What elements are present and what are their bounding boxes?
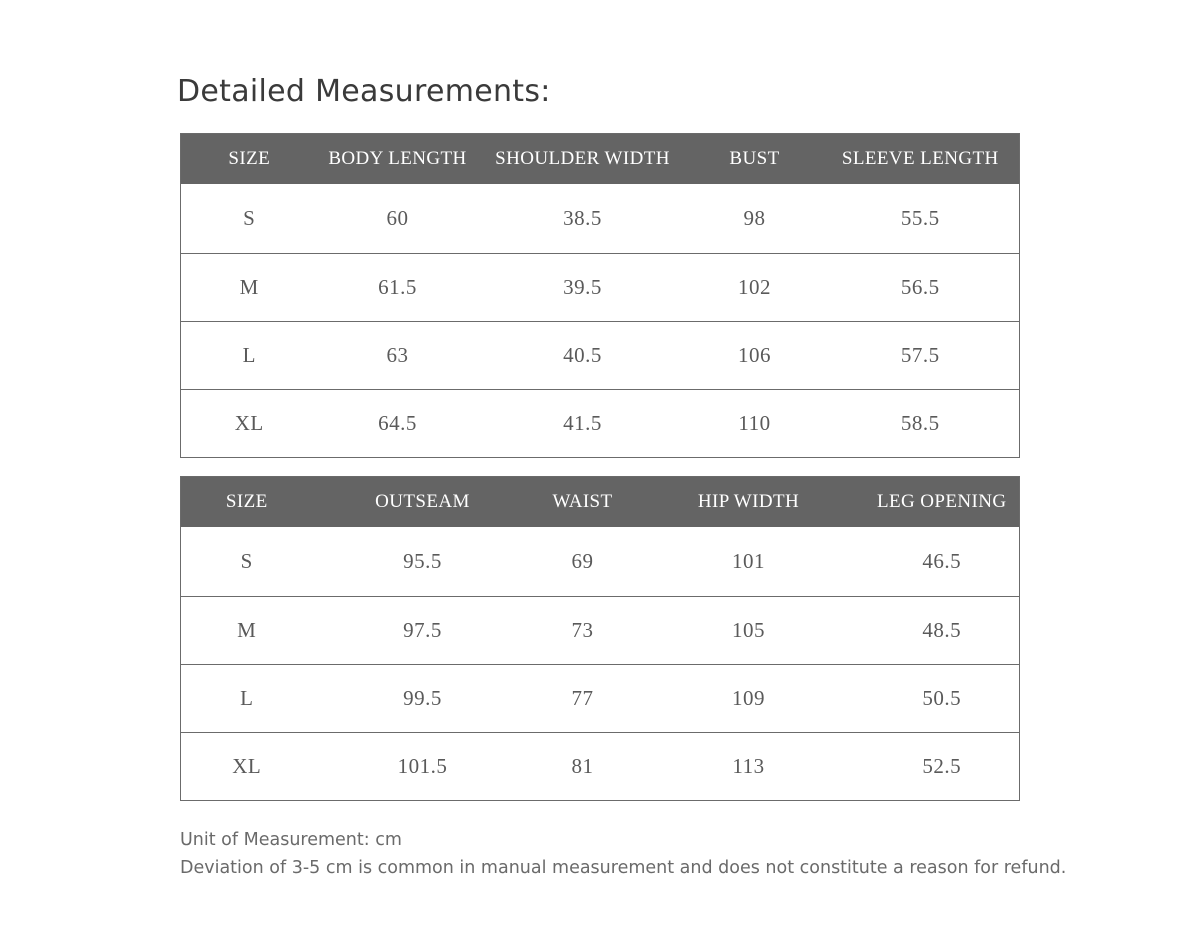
deviation-note: Deviation of 3-5 cm is common in manual measurement and does not constitute a reason for refund. — [180, 858, 1067, 878]
bottom-measurement-table — [180, 476, 1020, 801]
sleeve-length-cell: 55.5 — [900, 205, 940, 230]
table-row — [181, 322, 1020, 390]
body-length-cell: 63 — [318, 322, 478, 390]
shoulder-width-cell: 39.5 — [478, 254, 688, 322]
page-title: Detailed Measurements: — [177, 74, 551, 109]
outseam-cell: 99.5 — [313, 665, 533, 733]
header-size: SIZE — [228, 147, 271, 169]
leg-opening-cell: 46.5 — [922, 548, 962, 573]
hip-width-cell: 113 — [633, 733, 865, 801]
measurement-notes — [180, 826, 1066, 882]
waist-cell: 81 — [533, 733, 633, 801]
body-length-cell: 64.5 — [318, 390, 478, 458]
size-cell: XL — [181, 390, 318, 458]
bust-cell: 102 — [688, 254, 822, 322]
header-bust: BUST — [729, 147, 780, 169]
sleeve-length-cell: 58.5 — [822, 390, 1020, 458]
header-body-length: BODY LENGTH — [328, 147, 467, 169]
header-hip-width: HIP WIDTH — [697, 490, 800, 512]
size-cell: M — [181, 597, 313, 665]
leg-opening-cell: 48.5 — [865, 597, 1020, 665]
size-cell: S — [240, 548, 253, 573]
bust-cell: 110 — [688, 390, 822, 458]
table-row — [181, 597, 1020, 665]
top-measurement-table — [180, 133, 1020, 458]
hip-width-cell: 101 — [732, 548, 765, 573]
header-outseam: OUTSEAM — [375, 490, 470, 512]
shoulder-width-cell: 40.5 — [478, 322, 688, 390]
table-row — [181, 254, 1020, 322]
size-cell: L — [181, 322, 318, 390]
waist-cell: 73 — [533, 597, 633, 665]
size-cell: M — [181, 254, 318, 322]
header-sleeve-length: SLEEVE LENGTH — [841, 147, 999, 169]
size-cell: S — [243, 205, 256, 230]
header-leg-opening: LEG OPENING — [877, 490, 1007, 512]
leg-opening-cell: 52.5 — [865, 733, 1020, 801]
shoulder-width-cell: 38.5 — [563, 205, 602, 230]
table-row — [181, 665, 1020, 733]
table-row — [181, 733, 1020, 801]
outseam-cell: 101.5 — [313, 733, 533, 801]
outseam-cell: 97.5 — [313, 597, 533, 665]
sleeve-length-cell: 56.5 — [822, 254, 1020, 322]
body-length-cell: 61.5 — [318, 254, 478, 322]
header-waist: WAIST — [552, 490, 613, 512]
bust-cell: 98 — [743, 205, 766, 230]
header-shoulder-width: SHOULDER WIDTH — [495, 147, 670, 169]
shoulder-width-cell: 41.5 — [478, 390, 688, 458]
leg-opening-cell: 50.5 — [865, 665, 1020, 733]
hip-width-cell: 105 — [633, 597, 865, 665]
hip-width-cell: 109 — [633, 665, 865, 733]
outseam-cell: 95.5 — [403, 548, 442, 573]
body-length-cell: 60 — [386, 205, 409, 230]
table-row — [181, 390, 1020, 458]
waist-cell: 77 — [533, 665, 633, 733]
header-size: SIZE — [225, 490, 268, 512]
waist-cell: 69 — [571, 548, 594, 573]
size-cell: L — [181, 665, 313, 733]
table-row — [181, 527, 1020, 597]
size-cell: XL — [181, 733, 313, 801]
bust-cell: 106 — [688, 322, 822, 390]
table-header-row — [181, 477, 1020, 527]
table-row — [181, 184, 1020, 254]
table-header-row — [181, 134, 1020, 184]
sleeve-length-cell: 57.5 — [822, 322, 1020, 390]
unit-note: Unit of Measurement: cm — [180, 830, 402, 850]
